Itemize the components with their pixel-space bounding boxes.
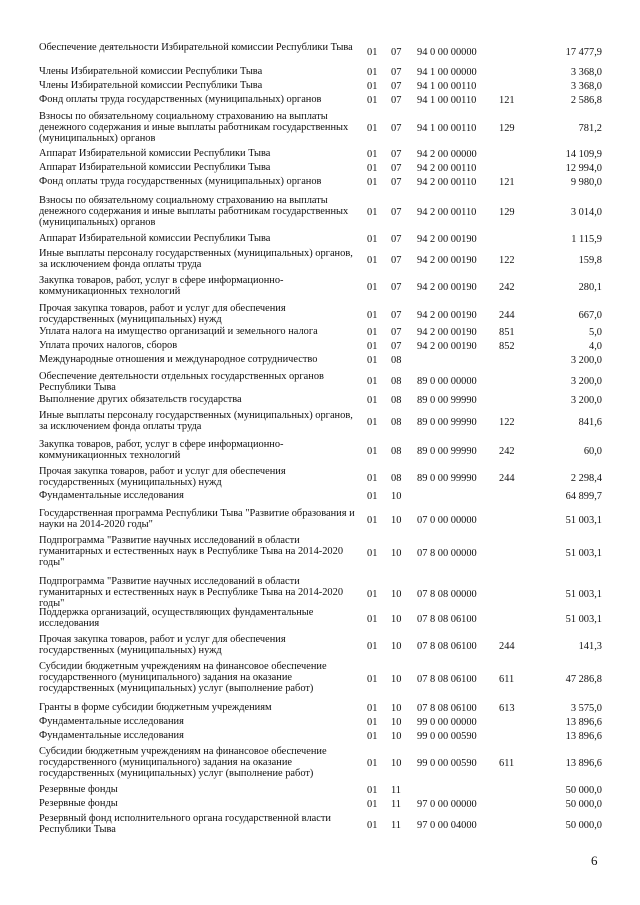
section-code: 01: [367, 758, 378, 769]
target-article-code: 94 1 00 00110: [417, 123, 477, 134]
target-article-code: 07 0 00 00000: [417, 515, 477, 526]
subsection-code: 11: [391, 799, 402, 810]
target-article-code: 94 2 00 00190: [417, 255, 477, 266]
row-name: Прочая закупка товаров, работ и услуг для обеспечения государственных (муниципальных) нужд: [39, 303, 286, 326]
table-row: [0, 508, 640, 533]
table-row: [0, 94, 640, 108]
section-code: 01: [367, 81, 378, 92]
target-article-code: 07 8 00 00000: [417, 548, 477, 559]
table-row: [0, 326, 640, 340]
table-row: [0, 176, 640, 190]
section-code: 01: [367, 355, 378, 366]
amount: 51 003,1: [565, 548, 602, 559]
section-code: 01: [367, 163, 378, 174]
target-article-code: 97 0 00 04000: [417, 820, 477, 831]
target-article-code: 99 0 00 00000: [417, 717, 477, 728]
amount: 64 899,7: [565, 491, 602, 502]
row-name: Уплата прочих налогов, сборов: [39, 340, 178, 351]
target-article-code: 94 2 00 00190: [417, 327, 477, 338]
expense-type-code: 244: [499, 310, 515, 321]
amount: 51 003,1: [565, 589, 602, 600]
subsection-code: 07: [391, 163, 402, 174]
row-name: Закупка товаров, работ, услуг в сфере информационно-коммуникационных технологий: [39, 275, 284, 298]
table-row: [0, 466, 640, 491]
subsection-code: 07: [391, 47, 402, 58]
amount: 60,0: [583, 446, 602, 457]
amount: 13 896,6: [565, 731, 602, 742]
row-name: Члены Избирательной комиссии Республики Тыва: [39, 80, 263, 91]
subsection-code: 07: [391, 310, 402, 321]
row-name: Фундаментальные исследования: [39, 730, 184, 741]
section-code: 01: [367, 491, 378, 502]
subsection-code: 10: [391, 614, 402, 625]
amount: 50 000,0: [565, 799, 602, 810]
section-code: 01: [367, 234, 378, 245]
amount: 4,0: [589, 341, 602, 352]
table-row: [0, 195, 640, 230]
expense-type-code: 244: [499, 473, 515, 484]
section-code: 01: [367, 515, 378, 526]
subsection-code: 08: [391, 446, 402, 457]
amount: 841,6: [578, 417, 602, 428]
expense-type-code: 129: [499, 123, 515, 134]
section-code: 01: [367, 149, 378, 160]
subsection-code: 07: [391, 81, 402, 92]
row-name: Обеспечение деятельности отдельных государственных органов Республики Тыва: [39, 371, 324, 394]
row-name: Резервные фонды: [39, 798, 118, 809]
target-article-code: 94 2 00 00190: [417, 310, 477, 321]
subsection-code: 07: [391, 327, 402, 338]
expense-type-code: 122: [499, 255, 515, 266]
row-name: Фонд оплаты труда государственных (муниципальных) органов: [39, 176, 322, 187]
expense-type-code: 121: [499, 177, 515, 188]
target-article-code: 94 2 00 00190: [417, 282, 477, 293]
amount: 17 477,9: [565, 47, 602, 58]
row-name: Государственная программа Республики Тыва "Развитие образования и науки на 2014-2020 годы": [39, 508, 355, 531]
table-row: [0, 716, 640, 730]
amount: 50 000,0: [565, 785, 602, 796]
subsection-code: 08: [391, 355, 402, 366]
target-article-code: 07 8 08 06100: [417, 641, 477, 652]
subsection-code: 10: [391, 548, 402, 559]
expense-type-code: 613: [499, 703, 515, 714]
table-row: [0, 248, 640, 273]
amount: 12 994,0: [565, 163, 602, 174]
amount: 3 368,0: [570, 81, 602, 92]
section-code: 01: [367, 282, 378, 293]
row-name: Гранты в форме субсидии бюджетным учреждениям: [39, 702, 272, 713]
target-article-code: 94 0 00 00000: [417, 47, 477, 58]
table-row: [0, 111, 640, 146]
target-article-code: 94 2 00 00110: [417, 177, 477, 188]
expense-type-code: 244: [499, 641, 515, 652]
section-code: 01: [367, 395, 378, 406]
subsection-code: 11: [391, 785, 402, 796]
subsection-code: 07: [391, 95, 402, 106]
subsection-code: 07: [391, 123, 402, 134]
target-article-code: 99 0 00 00590: [417, 731, 477, 742]
row-name: Члены Избирательной комиссии Республики Тыва: [39, 66, 263, 77]
amount: 51 003,1: [565, 614, 602, 625]
expense-type-code: 242: [499, 282, 515, 293]
section-code: 01: [367, 820, 378, 831]
row-name: Прочая закупка товаров, работ и услуг для обеспечения государственных (муниципальных) нужд: [39, 634, 286, 657]
amount: 47 286,8: [565, 674, 602, 685]
section-code: 01: [367, 123, 378, 134]
section-code: 01: [367, 207, 378, 218]
subsection-code: 07: [391, 234, 402, 245]
section-code: 01: [367, 446, 378, 457]
section-code: 01: [367, 376, 378, 387]
table-row: [0, 798, 640, 812]
table-row: [0, 813, 640, 838]
subsection-code: 07: [391, 282, 402, 293]
table-row: [0, 702, 640, 716]
subsection-code: 07: [391, 255, 402, 266]
row-name: Резервные фонды: [39, 784, 118, 795]
subsection-code: 10: [391, 674, 402, 685]
table-row: [0, 535, 640, 573]
section-code: 01: [367, 589, 378, 600]
section-code: 01: [367, 327, 378, 338]
table-row: [0, 634, 640, 659]
section-code: 01: [367, 47, 378, 58]
table-row: [0, 162, 640, 176]
amount: 280,1: [578, 282, 602, 293]
amount: 1 115,9: [571, 234, 602, 245]
amount: 3 200,0: [570, 376, 602, 387]
expense-type-code: 611: [499, 758, 515, 769]
amount: 3 200,0: [570, 395, 602, 406]
target-article-code: 07 8 08 00000: [417, 589, 477, 600]
amount: 13 896,6: [565, 758, 602, 769]
subsection-code: 10: [391, 758, 402, 769]
page-number: 6: [591, 853, 598, 868]
amount: 13 896,6: [565, 717, 602, 728]
section-code: 01: [367, 731, 378, 742]
expense-type-code: 611: [499, 674, 515, 685]
table-row: [0, 394, 640, 408]
subsection-code: 10: [391, 717, 402, 728]
row-name: Аппарат Избирательной комиссии Республики Тыва: [39, 162, 271, 173]
target-article-code: 94 1 00 00110: [417, 95, 477, 106]
target-article-code: 89 0 00 99990: [417, 417, 477, 428]
target-article-code: 89 0 00 99990: [417, 473, 477, 484]
target-article-code: 94 2 00 00110: [417, 163, 477, 174]
row-name: Закупка товаров, работ, услуг в сфере информационно-коммуникационных технологий: [39, 439, 284, 462]
subsection-code: 08: [391, 395, 402, 406]
target-article-code: 07 8 08 06100: [417, 674, 477, 685]
row-name: Субсидии бюджетным учреждениям на финансовое обеспечение государственного (муниципального) задания на оказание государственных (муниципальных) услуг (выполнение работ): [39, 661, 327, 695]
row-name: Прочая закупка товаров, работ и услуг для обеспечения государственных (муниципальных) нужд: [39, 466, 286, 489]
amount: 5,0: [589, 327, 602, 338]
table-row: [0, 410, 640, 435]
amount: 141,3: [578, 641, 602, 652]
target-article-code: 94 1 00 00110: [417, 81, 477, 92]
expense-type-code: 852: [499, 341, 515, 352]
row-name: Аппарат Избирательной комиссии Республики Тыва: [39, 148, 271, 159]
expense-type-code: 122: [499, 417, 515, 428]
row-name: Подпрограмма "Развитие научных исследований в области гуманитарных и естественных наук в Республике Тыва на 2014-2020 годы": [39, 535, 344, 569]
section-code: 01: [367, 717, 378, 728]
table-row: [0, 439, 640, 464]
section-code: 01: [367, 548, 378, 559]
section-code: 01: [367, 95, 378, 106]
subsection-code: 07: [391, 149, 402, 160]
subsection-code: 08: [391, 417, 402, 428]
section-code: 01: [367, 641, 378, 652]
amount: 781,2: [578, 123, 602, 134]
row-name: Уплата налога на имущество организаций и земельного налога: [39, 326, 318, 337]
section-code: 01: [367, 799, 378, 810]
table-row: [0, 148, 640, 162]
subsection-code: 08: [391, 473, 402, 484]
row-name: Международные отношения и международное сотрудничество: [39, 354, 318, 365]
table-row: [0, 42, 640, 64]
amount: 667,0: [578, 310, 602, 321]
row-name: Иные выплаты персоналу государственных (муниципальных) органов, за исключением фонда оплаты труда: [39, 248, 353, 271]
section-code: 01: [367, 67, 378, 78]
row-name: Обеспечение деятельности Избирательной комиссии Республики Тыва: [39, 42, 353, 53]
amount: 51 003,1: [565, 515, 602, 526]
row-name: Выполнение других обязательств государства: [39, 394, 242, 405]
table-row: [0, 661, 640, 699]
target-article-code: 94 2 00 00190: [417, 234, 477, 245]
subsection-code: 07: [391, 207, 402, 218]
subsection-code: 10: [391, 491, 402, 502]
section-code: 01: [367, 703, 378, 714]
amount: 2 298,4: [570, 473, 602, 484]
subsection-code: 07: [391, 67, 402, 78]
subsection-code: 10: [391, 703, 402, 714]
section-code: 01: [367, 310, 378, 321]
table-row: [0, 607, 640, 632]
section-code: 01: [367, 341, 378, 352]
subsection-code: 07: [391, 341, 402, 352]
section-code: 01: [367, 417, 378, 428]
amount: 3 368,0: [570, 67, 602, 78]
table-row: [0, 371, 640, 393]
table-row: [0, 80, 640, 94]
amount: 14 109,9: [565, 149, 602, 160]
subsection-code: 11: [391, 820, 402, 831]
section-code: 01: [367, 473, 378, 484]
table-row: [0, 730, 640, 744]
target-article-code: 07 8 08 06100: [417, 614, 477, 625]
table-row: [0, 340, 640, 354]
subsection-code: 07: [391, 177, 402, 188]
table-row: [0, 233, 640, 247]
subsection-code: 10: [391, 731, 402, 742]
amount: 2 586,8: [570, 95, 602, 106]
section-code: 01: [367, 674, 378, 685]
amount: 3 200,0: [570, 355, 602, 366]
amount: 50 000,0: [565, 820, 602, 831]
row-name: Аппарат Избирательной комиссии Республики Тыва: [39, 233, 271, 244]
section-code: 01: [367, 785, 378, 796]
table-row: [0, 746, 640, 781]
table-row: [0, 303, 640, 328]
row-name: Иные выплаты персоналу государственных (муниципальных) органов, за исключением фонда оплаты труда: [39, 410, 353, 433]
expense-type-code: 851: [499, 327, 515, 338]
subsection-code: 10: [391, 641, 402, 652]
row-name: Взносы по обязательному социальному страхованию на выплаты денежного содержания и иные выплаты работникам государственных (муниципальных) органов: [39, 111, 349, 145]
table-row: [0, 784, 640, 798]
target-article-code: 94 2 00 00000: [417, 149, 477, 160]
row-name: Фундаментальные исследования: [39, 716, 184, 727]
table-row: [0, 66, 640, 80]
subsection-code: 10: [391, 589, 402, 600]
target-article-code: 07 8 08 06100: [417, 703, 477, 714]
target-article-code: 99 0 00 00590: [417, 758, 477, 769]
target-article-code: 89 0 00 99990: [417, 446, 477, 457]
amount: 3 014,0: [570, 207, 602, 218]
expense-type-code: 129: [499, 207, 515, 218]
target-article-code: 94 2 00 00190: [417, 341, 477, 352]
target-article-code: 89 0 00 00000: [417, 376, 477, 387]
amount: 3 575,0: [570, 703, 602, 714]
table-row: [0, 354, 640, 368]
row-name: Субсидии бюджетным учреждениям на финансовое обеспечение государственного (муниципального) задания на оказание государственных (муниципальных) услуг (выполнение работ): [39, 746, 327, 780]
amount: 159,8: [578, 255, 602, 266]
table-row: [0, 490, 640, 504]
table-row: [0, 275, 640, 300]
expense-type-code: 121: [499, 95, 515, 106]
expense-type-code: 242: [499, 446, 515, 457]
row-name: Резервный фонд исполнительного органа государственной власти Республики Тыва: [39, 813, 331, 836]
amount: 9 980,0: [570, 177, 602, 188]
row-name: Подпрограмма "Развитие научных исследований в области гуманитарных и естественных наук в Республике Тыва на 2014-2020 годы": [39, 576, 344, 610]
subsection-code: 08: [391, 376, 402, 387]
section-code: 01: [367, 614, 378, 625]
section-code: 01: [367, 255, 378, 266]
target-article-code: 94 1 00 00000: [417, 67, 477, 78]
row-name: Фонд оплаты труда государственных (муниципальных) органов: [39, 94, 322, 105]
target-article-code: 94 2 00 00110: [417, 207, 477, 218]
subsection-code: 10: [391, 515, 402, 526]
target-article-code: 89 0 00 99990: [417, 395, 477, 406]
target-article-code: 97 0 00 00000: [417, 799, 477, 810]
row-name: Фундаментальные исследования: [39, 490, 184, 501]
row-name: Взносы по обязательному социальному страхованию на выплаты денежного содержания и иные выплаты работникам государственных (муниципальных) органов: [39, 195, 349, 229]
section-code: 01: [367, 177, 378, 188]
row-name: Поддержка организаций, осуществляющих фундаментальные исследования: [39, 607, 314, 630]
